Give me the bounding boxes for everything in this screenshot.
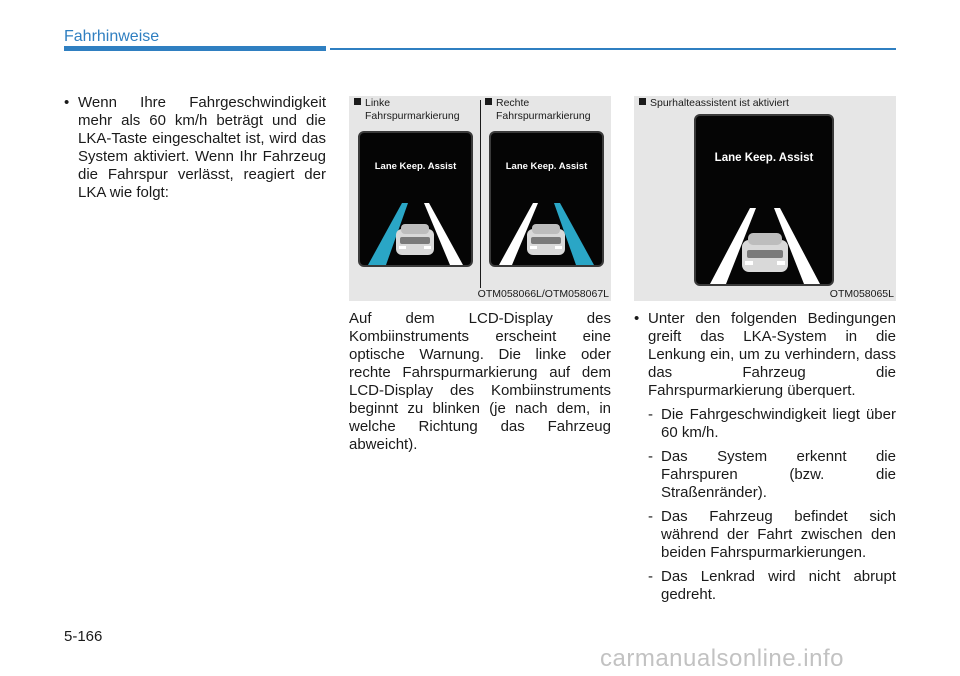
activation-bullet: • Wenn Ihre Fahrgeschwindigkeit mehr als 60 km/h beträgt und die LKA-Taste eingeschaltet ist, wird das System aktiviert. Wenn Ihr Fahrzeug die Fahrspur verlässt, reagiert der LKA wie folgt: bbox=[64, 94, 326, 202]
header-rule-thick bbox=[64, 46, 326, 51]
lcd-screen-active bbox=[694, 114, 834, 286]
lane-car-left-warning-icon bbox=[360, 133, 471, 265]
figure-code: OTM058065L bbox=[829, 288, 894, 300]
condition-item: - Das Lenkrad wird nicht abrupt gedreht. bbox=[648, 568, 896, 604]
lcd-screen-right-lane bbox=[489, 131, 604, 267]
lcd-screen-left-lane bbox=[358, 131, 473, 267]
condition-item: - Die Fahrgeschwindigkeit liegt über 60 km/h. bbox=[648, 406, 896, 442]
caption-square-icon bbox=[485, 98, 492, 105]
figure-code: OTM058066L/OTM058067L bbox=[477, 288, 609, 300]
header-rule-thin bbox=[330, 48, 896, 50]
conditions-list bbox=[634, 406, 896, 604]
screen-label: Lane Keep. Assist bbox=[374, 161, 457, 172]
caption-left-lane: Linke Fahrspurmarkierung bbox=[354, 97, 474, 123]
left-column bbox=[64, 94, 326, 202]
intervention-bullet: • Unter den folgenden Bedingungen greift das LKA-System in die Lenkung ein, um zu verhindern, dass das Fahrzeug die Fahrspurmarkierung überquert. bbox=[634, 310, 896, 400]
screen-label: Lane Keep. Assist bbox=[714, 152, 814, 164]
lcd-warning-paragraph: Auf dem LCD-Display des Kombiinstruments erscheint eine optische Warnung. Die linke oder rechte Fahrspurmarkierung auf dem LCD-Display des Kombiinstruments beginnt zu blinken (je nach dem, in welche Richtung das Fahrzeug abweicht). bbox=[349, 310, 611, 453]
middle-column bbox=[349, 310, 611, 454]
section-title: Fahrhinweise bbox=[64, 28, 160, 45]
caption-right-lane: Rechte Fahrspurmarkierung bbox=[485, 97, 609, 123]
condition-item: - Das Fahrzeug befindet sich während der Fahrt zwischen den beiden Fahrspurmarkierungen. bbox=[648, 508, 896, 562]
caption-square-icon bbox=[639, 98, 646, 105]
figure-divider bbox=[480, 100, 481, 288]
page-number: 5-166 bbox=[64, 628, 103, 645]
figure-lane-warning bbox=[349, 96, 611, 301]
right-column bbox=[634, 310, 896, 604]
figure-system-active bbox=[634, 96, 896, 301]
watermark: carmanualsonline.info bbox=[600, 645, 844, 672]
caption-square-icon bbox=[354, 98, 361, 105]
condition-item: - Das System erkennt die Fahrspuren (bzw. die Straßenränder). bbox=[648, 448, 896, 502]
caption-system-active: Spurhalteassistent ist aktiviert bbox=[639, 97, 889, 110]
lane-car-right-warning-icon bbox=[491, 133, 602, 265]
lane-car-active-icon bbox=[696, 116, 832, 284]
screen-label: Lane Keep. Assist bbox=[505, 161, 588, 172]
